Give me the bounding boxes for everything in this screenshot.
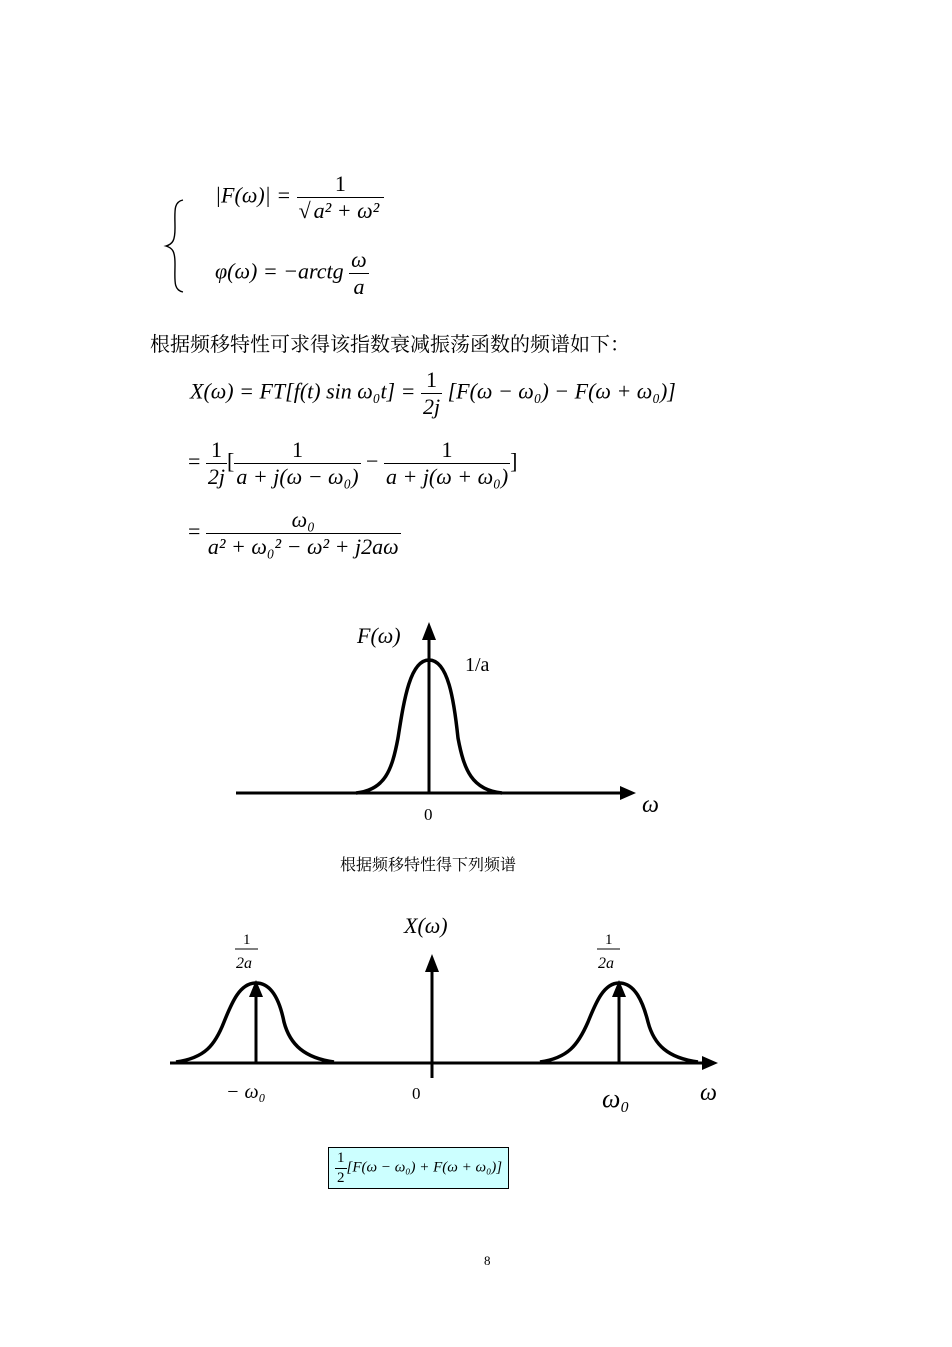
derivation-line-3-denominator: a² + ω₀² − ω² + j2aω <box>207 534 399 560</box>
figure-2-y-arrowhead <box>425 954 439 972</box>
figure-1-spectrum <box>0 600 952 840</box>
figure-2-y-label: X(ω) <box>404 913 448 938</box>
derivation-line-2 <box>188 438 517 489</box>
derivation-line-1-numerator: 1 <box>421 368 442 394</box>
phase-equation <box>215 248 369 299</box>
derivation-line-1 <box>190 368 676 419</box>
magnitude-fraction <box>297 172 385 223</box>
page-number: 8 <box>484 1253 491 1268</box>
figure-2-right-peak-denominator: 2a <box>598 955 614 972</box>
derivation-line-1-fraction <box>421 368 442 419</box>
figure-1-peak-label: 1/a <box>465 654 490 676</box>
derivation-line-2-open-bracket: [ <box>227 448 235 474</box>
boxed-formula <box>328 1147 509 1189</box>
phase-fraction <box>349 248 369 299</box>
derivation-line-2-term-b <box>384 438 510 489</box>
derivation-line-2-numerator: 1 <box>206 438 227 464</box>
derivation-line-1-denominator: 2j <box>422 394 441 420</box>
derivation-line-2-term-a <box>234 438 360 489</box>
phase-denominator: a <box>353 274 365 300</box>
magnitude-denominator: √ a² + ω² <box>297 198 385 223</box>
figure-2-right-x-label: ω₀ <box>602 1084 630 1113</box>
figure-2-right-peak-numerator: 1 <box>605 932 613 948</box>
figure-2-origin-label: 0 <box>412 1084 421 1103</box>
figure-2-x-arrowhead <box>702 1056 718 1070</box>
magnitude-lhs: |F(ω)| = <box>215 182 292 208</box>
derivation-line-2-term-b-numerator: 1 <box>384 438 510 464</box>
boxed-formula-numerator: 1 <box>335 1150 347 1169</box>
magnitude-denominator-radicand: a² + ω² <box>311 197 383 223</box>
derivation-line-2-minus: − <box>366 448 379 474</box>
derivation-line-2-term-a-numerator: 1 <box>234 438 360 464</box>
boxed-formula-fraction <box>335 1150 347 1186</box>
boxed-formula-denominator: 2 <box>337 1169 345 1186</box>
derivation-line-2-term-b-denominator: a + j(ω + ω₀) <box>385 464 509 490</box>
figure-1-x-arrowhead <box>620 786 636 800</box>
magnitude-numerator: 1 <box>297 172 385 198</box>
derivation-line-3-fraction <box>206 508 401 559</box>
figure-2-left-x-label: − ω₀ <box>226 1081 266 1103</box>
figure-1-y-arrowhead <box>422 622 436 640</box>
derivation-line-2-denominator: 2j <box>207 464 226 490</box>
derivation-line-3-numerator: ω₀ <box>206 508 401 534</box>
boxed-formula-body: [F(ω − ω₀) + F(ω + ω₀)] <box>346 1159 503 1176</box>
figure-1-y-label: F(ω) <box>357 623 401 648</box>
paragraph-text: 根据频移特性可求得该指数衰减振荡函数的频谱如下： <box>150 332 630 356</box>
figure-1-origin-label: 0 <box>424 805 433 824</box>
figure-2-left-peak-denominator: 2a <box>236 955 252 972</box>
derivation-line-2-equals: = <box>188 448 201 474</box>
derivation-line-1-lhs: X(ω) = FT[f(t) sin ω₀t] = <box>190 378 416 404</box>
derivation-line-2-term-a-denominator: a + j(ω − ω₀) <box>236 464 359 490</box>
derivation-line-1-rhs: [F(ω − ω₀) − F(ω + ω₀)] <box>447 378 676 404</box>
phase-numerator: ω <box>349 248 369 274</box>
derivation-line-3-equals: = <box>188 518 201 544</box>
magnitude-equation <box>215 172 384 223</box>
figure-2-spectrum <box>0 900 952 1120</box>
figure-1-x-label: ω <box>642 792 659 818</box>
figure-caption: 根据频移特性得下列频谱 <box>340 855 517 874</box>
equation-brace <box>163 198 187 294</box>
figure-2-x-label: ω <box>700 1080 717 1106</box>
derivation-line-2-close-bracket: ] <box>510 448 518 474</box>
derivation-line-3 <box>188 508 401 559</box>
derivation-line-2-fraction <box>206 438 227 489</box>
phase-lhs: φ(ω) = −arctg <box>215 258 344 284</box>
figure-2-left-peak-numerator: 1 <box>243 932 251 948</box>
